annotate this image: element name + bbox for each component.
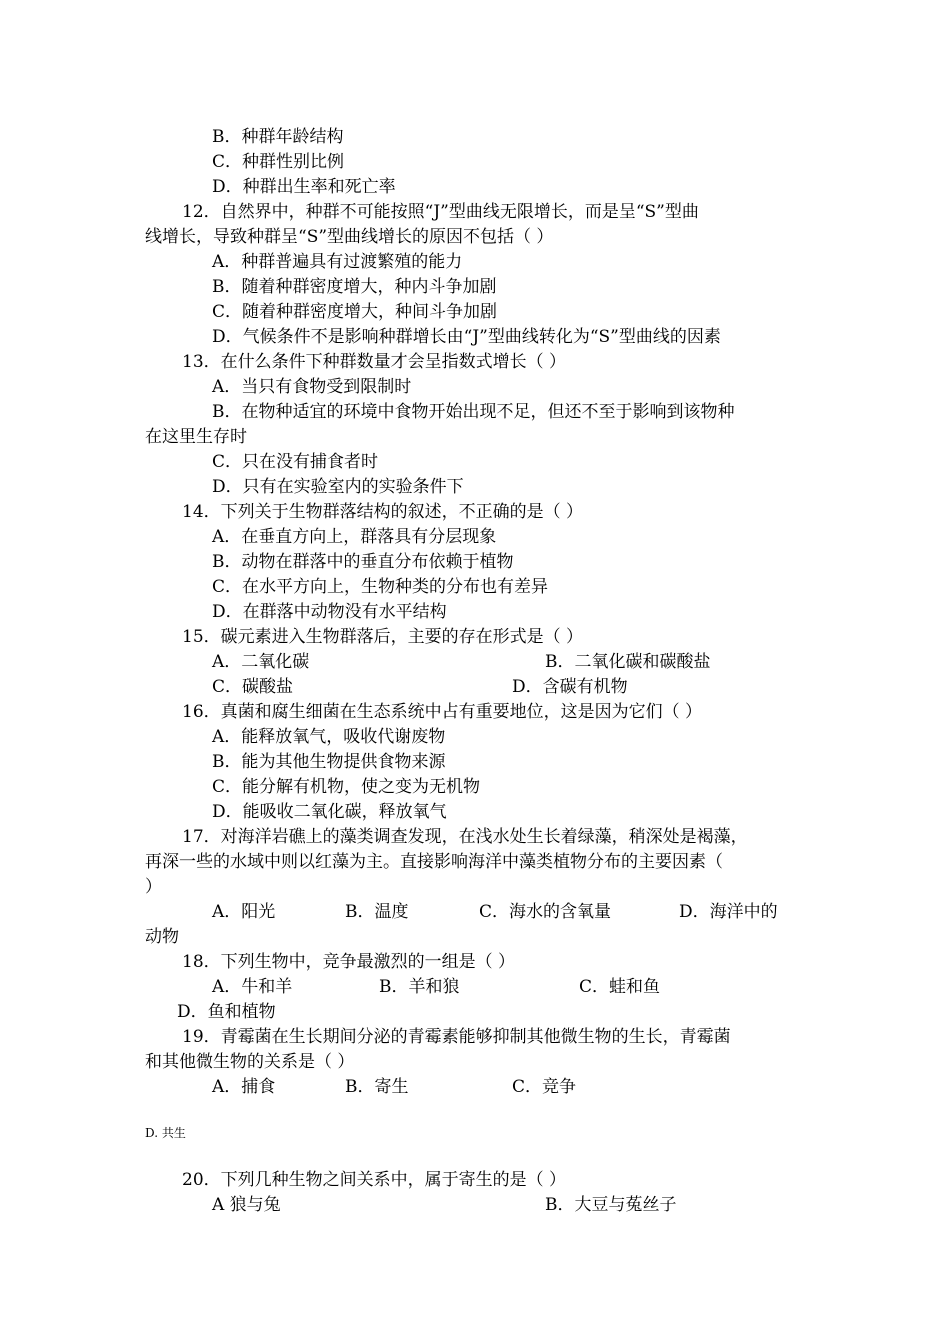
q17-option-d: D．海洋中的 [679, 902, 778, 922]
q12-option-c: C．随着种群密度增大，种间斗争加剧 [212, 302, 498, 322]
q13-option-d: D．只有在实验室内的实验条件下 [212, 477, 464, 497]
q14-stem: 14．下列关于生物群落结构的叙述，不正确的是（ ） [182, 502, 584, 522]
q19-option-d: D. 共生 [145, 1126, 186, 1140]
q18-option-b: B．羊和狼 [379, 977, 460, 997]
q18-stem: 18．下列生物中，竞争最激烈的一组是（ ） [182, 952, 516, 972]
q11-option-c: C．种群性别比例 [212, 152, 345, 172]
q19-stem-line2: 和其他微生物的关系是（ ） [145, 1052, 355, 1072]
q12-stem-line2: 线增长，导致种群呈“S”型曲线增长的原因不包括（ ） [145, 227, 554, 247]
q12-option-b: B．随着种群密度增大，种内斗争加剧 [212, 277, 497, 297]
q20-option-b: B．大豆与菟丝子 [545, 1195, 677, 1215]
q13-stem: 13．在什么条件下种群数量才会呈指数式增长（ ） [182, 352, 567, 372]
q20-option-a: A 狼与兔 [212, 1195, 281, 1215]
q16-option-a: A．能释放氧气，吸收代谢废物 [212, 727, 446, 747]
q17-stem-line2: 再深一些的水域中则以红藻为主。直接影响海洋中藻类植物分布的主要因素（ [145, 852, 723, 872]
q19-option-c: C．竞争 [512, 1077, 577, 1097]
q11-option-d: D．种群出生率和死亡率 [212, 177, 396, 197]
q13-option-b: B．在物种适宜的环境中食物开始出现不足，但还不至于影响到该物种 [212, 402, 735, 422]
q17-stem-line3: ） [145, 877, 162, 897]
q15-option-a: A．二氧化碳 [212, 652, 310, 672]
q15-option-b: B．二氧化碳和碳酸盐 [545, 652, 711, 672]
q11-option-b: B．种群年龄结构 [212, 127, 344, 147]
q18-option-a: A．牛和羊 [212, 977, 293, 997]
q17-option-a: A．阳光 [212, 902, 276, 922]
q12-option-d: D．气候条件不是影响种群增长由“J”型曲线转化为“S”型曲线的因素 [212, 327, 721, 347]
q13-option-c: C．只在没有捕食者时 [212, 452, 379, 472]
q17-option-d-cont: 动物 [145, 927, 179, 947]
q16-option-b: B．能为其他生物提供食物来源 [212, 752, 446, 772]
q17-option-b: B．温度 [345, 902, 409, 922]
q17-option-c: C．海水的含氧量 [479, 902, 612, 922]
q19-option-a: A．捕食 [212, 1077, 276, 1097]
q14-option-a: A．在垂直方向上，群落具有分层现象 [212, 527, 497, 547]
q13-option-a: A．当只有食物受到限制时 [212, 377, 412, 397]
q15-option-d: D．含碳有机物 [512, 677, 628, 697]
q16-stem: 16．真菌和腐生细菌在生态系统中占有重要地位，这是因为它们（ ） [182, 702, 703, 722]
q12-option-a: A．种群普遍具有过渡繁殖的能力 [212, 252, 463, 272]
q16-option-d: D．能吸收二氧化碳，释放氧气 [212, 802, 447, 822]
q20-stem: 20．下列几种生物之间关系中，属于寄生的是（ ） [182, 1170, 567, 1190]
q17-stem-line1: 17．对海洋岩礁上的藻类调查发现，在浅水处生长着绿藻，稍深处是褐藻， [182, 827, 748, 847]
q19-stem-line1: 19．青霉菌在生长期间分泌的青霉素能够抑制其他微生物的生长，青霉菌 [182, 1027, 731, 1047]
q16-option-c: C．能分解有机物，使之变为无机物 [212, 777, 481, 797]
q13-option-b-cont: 在这里生存时 [145, 427, 247, 447]
q15-option-c: C．碳酸盐 [212, 677, 294, 697]
q18-option-d: D．鱼和植物 [177, 1002, 276, 1022]
q14-option-d: D．在群落中动物没有水平结构 [212, 602, 447, 622]
q15-stem: 15．碳元素进入生物群落后，主要的存在形式是（ ） [182, 627, 584, 647]
q14-option-b: B．动物在群落中的垂直分布依赖于植物 [212, 552, 514, 572]
q19-option-b: B．寄生 [345, 1077, 409, 1097]
q12-stem-line1: 12．自然界中，种群不可能按照“J”型曲线无限增长，而是呈“S”型曲 [182, 202, 699, 222]
q14-option-c: C．在水平方向上，生物种类的分布也有差异 [212, 577, 549, 597]
q18-option-c: C．蛙和鱼 [579, 977, 661, 997]
